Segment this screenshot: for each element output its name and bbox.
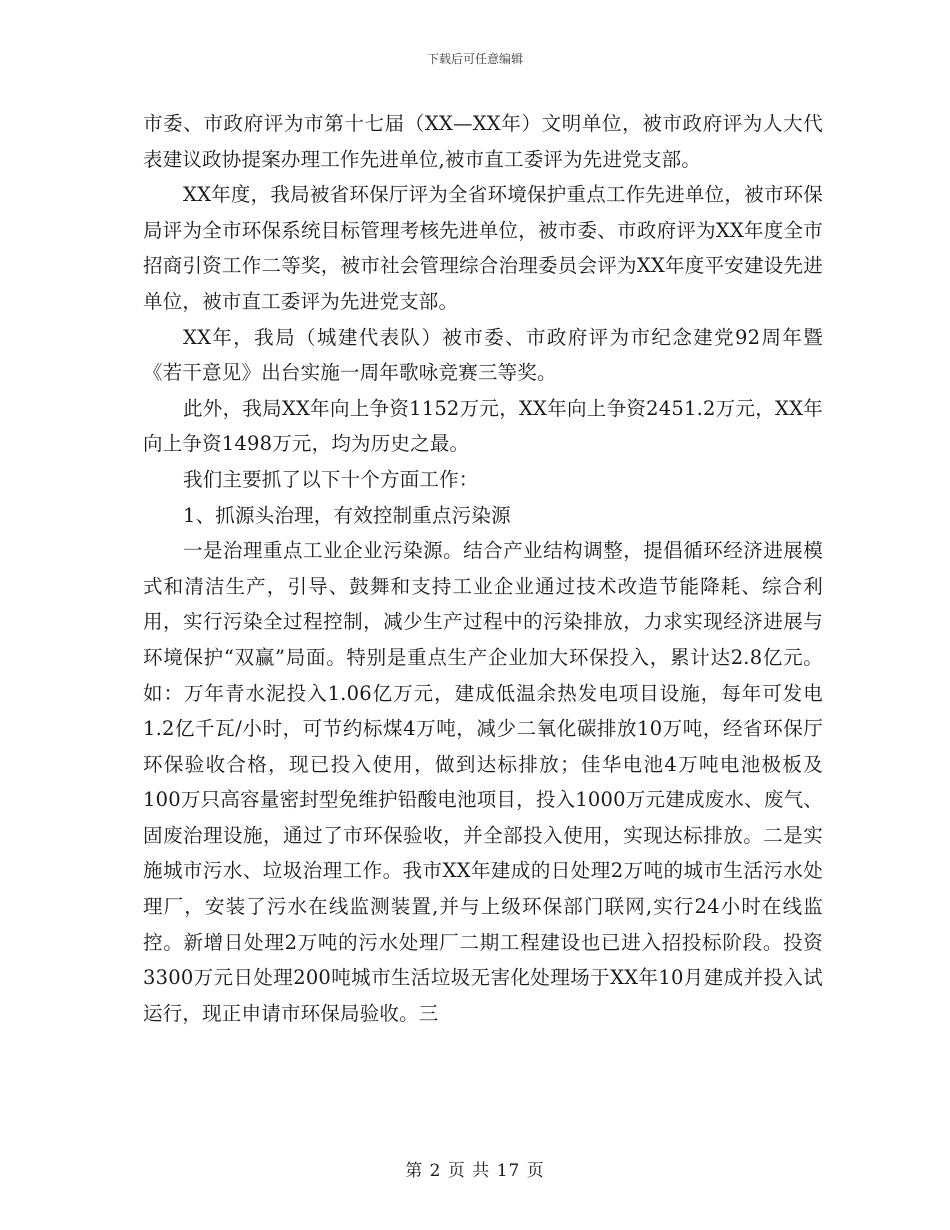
paragraph-7: 一是治理重点工业企业污染源。结合产业结构调整，提倡循环经济进展模式和清洁生产，引导、鼓舞和支持工业企业通过技术改造节能降耗、综合利用，实行污染全过程控制，减少生产过程中的污染排放，力求实现经济进展与环境保护“双赢”局面。特别是重点生产企业加大环保投入，累计达2.8亿元。如：万年青水泥投入1.06亿万元，建成低温余热发电项目设施，每年可发电1.2亿千瓦/小时，可节约标煤4万吨，减少二氧化碳排放10万吨，经省环保厅环保验收合格，现已投入使用，做到达标排放；佳华电池4万吨电池极板及100万只高容量密封型免维护铅酸电池项目，投入1000万元建成废水、废气、固废治理设施，通过了市环保验收，并全部投入使用，实现达标排放。二是实施城市污水、垃圾治理工作。我市XX年建成的日处理2万吨的城市生活污水处理厂，安装了污水在线监测装置,并与上级环保部门联网,实行24小时在线监控。新增日处理2万吨的污水处理厂二期工程建设也已进入招投标阶段。投资3300万元日处理200吨城市生活垃圾无害化处理场于XX年10月建成并投入试运行，现正申请市环保局验收。三 [143,539,823,1025]
paragraph-5: 我们主要抓了以下十个方面工作： [183,467,479,491]
paragraph-1: 市委、市政府评为市第十七届（XX—XX年）文明单位，被市政府评为人大代表建议政协提案办理工作先进单位,被市直工委评为先进党支部。 [143,112,823,171]
document-body [143,106,823,1031]
page-header: 下载后可任意编辑 [426,52,523,66]
section-heading: 1、抓源头治理，有效控制重点污染源 [183,503,511,527]
page-number: 第 2 页 共 17 页 [405,1161,545,1181]
paragraph-3: XX年，我局（城建代表队）被市委、市政府评为市纪念建党92周年暨《若干意见》出台实施一周年歌咏竞赛三等奖。 [143,325,823,385]
paragraph-2: XX年度，我局被省环保厅评为全省环境保护重点工作先进单位，被市环保局评为全市环保系统目标管理考核先进单位，被市委、市政府评为XX年度全市招商引资工作二等奖，被市社会管理综合治理委员会评为XX年度平安建设先进单位，被市直工委评为先进党支部。 [143,183,823,313]
paragraph-4: 此外，我局XX年向上争资1152万元，XX年向上争资2451.2万元，XX年向上争资1498万元，均为历史之最。 [143,396,823,456]
